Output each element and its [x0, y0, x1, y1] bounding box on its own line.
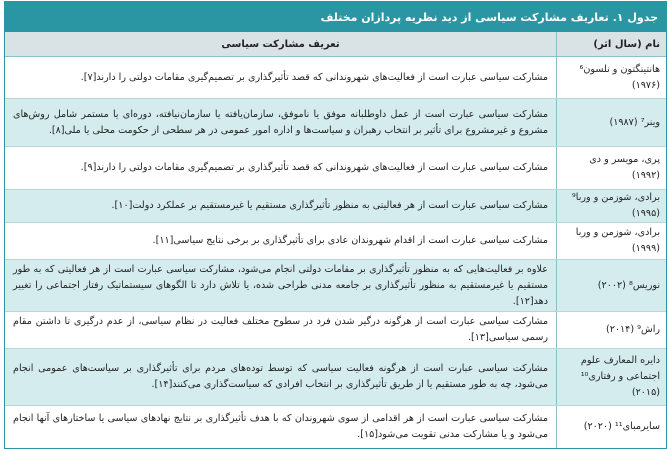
- row-name: برادی، شوزمن و وربا⁹ (۱۹۹۵): [556, 190, 666, 222]
- row-definition: مشارکت سیاسی عبارت است از هرگونه فعالیت سیاسی که توسط توده‌های مردم برای تأثیرگذاری بر سیاست‌های عمومی انجام می‌شود، چه به طور مستقیم یا از طریق تأثیرگذاری بر انتخاب افرادی که سیاست‌گذاری می‌کنند[۱۴].: [13, 363, 548, 390]
- row-definition: علاوه بر فعالیت‌هایی که به منظور تأثیرگذاری بر مقامات دولتی انجام می‌شود، مشارکت سیاسی عبارت است از هر فعالیتی که به طور مستقیم یا غیرمستقیم به منظور تأثیرگذاری بر جامعه مدنی طراحی شده، یا تلاش دارد تا الگوهای سیستماتیک رفتار اجتماعی را تغییر دهد[۱۲].: [13, 263, 548, 307]
- row-name: برادی، شوزمن و وربا (۱۹۹۹): [556, 223, 666, 259]
- row-definition: مشارکت سیاسی عبارت است از هر اقدامی از سوی شهروندان که با هدف تأثیرگذاری بر نتایج نهادهای سیاسی یا ساختارهای آنها انجام می‌شود و یا مشارکت مدنی تقویت می‌شود[۱۵].: [13, 413, 548, 440]
- table-row: [5, 190, 666, 223]
- row-definition: مشارکت سیاسی عبارت است از فعالیت‌های شهروندانی که قصد تأثیرگذاری بر تصمیم‌گیری مقامات دولتی را دارند[۷].: [80, 71, 548, 83]
- row-definition: مشارکت سیاسی عبارت است از عمل داوطلبانه موفق یا ناموفق، سازمان‌یافته یا سازمان‌نیافته، دوره‌ای یا مستمر شامل روش‌های مشروع و غیرمشروع برای تأثیر بر انتخاب رهبران و سیاست‌ها و اداره امور عمومی در هر سطحی از حکومت محلی یا ملی[۸].: [13, 108, 548, 136]
- table-row: [5, 147, 666, 190]
- table-caption: جدول ۱. تعاریف مشارکت سیاسی از دید نظریه پردازان مختلف: [5, 2, 666, 32]
- row-definition: مشارکت سیاسی عبارت است از فعالیت‌های شهروندانی که قصد تأثیرگذاری بر تصمیم‌گیری مقامات دولتی را دارند[۹].: [80, 162, 548, 173]
- row-name: سایرمبای¹¹ (۲۰۲۰): [556, 406, 666, 448]
- row-name: پری، مویسر و دی (۱۹۹۲): [556, 147, 666, 189]
- header-definition: تعریف مشارکت سیاسی: [221, 38, 340, 50]
- row-definition: مشارکت سیاسی عبارت است از اقدام شهروندان عادی برای تأثیرگذاری بر برخی نتایج سیاسی[۱۱].: [152, 235, 548, 246]
- row-name: نوریس⁸ (۲۰۰۲): [556, 260, 666, 311]
- table-row: [5, 57, 666, 99]
- row-name: هانتینگتون و نلسون⁶ (۱۹۷۶): [556, 57, 666, 98]
- table-row: [5, 312, 666, 349]
- table-row: [5, 349, 666, 406]
- table-row: [5, 223, 666, 260]
- row-definition: مشارکت سیاسی عبارت است از هر فعالیتی به منظور تأثیرگذاری مستقیم یا غیرمستقیم بر عملکرد دولت[۱۰].: [111, 200, 548, 211]
- table-header-row: [5, 32, 666, 57]
- table-row: [5, 260, 666, 312]
- header-name: نام (سال اثر): [556, 32, 666, 56]
- definitions-table: [4, 1, 667, 449]
- table-row: [5, 99, 666, 147]
- row-name: دایره المعارف علوم اجتماعی و رفتاری¹⁰ (۲۰۱۵): [556, 349, 666, 405]
- row-name: وینر⁷ (۱۹۸۷): [556, 99, 666, 146]
- table-row: [5, 406, 666, 448]
- row-definition: مشارکت سیاسی عبارت است از هرگونه درگیر شدن فرد در سطوح مختلف فعالیت در نظام سیاسی، از عدم درگیری تا داشتن مقام رسمی سیاسی[۱۳].: [13, 316, 548, 343]
- row-name: راش⁹ (۲۰۱۴): [556, 312, 666, 348]
